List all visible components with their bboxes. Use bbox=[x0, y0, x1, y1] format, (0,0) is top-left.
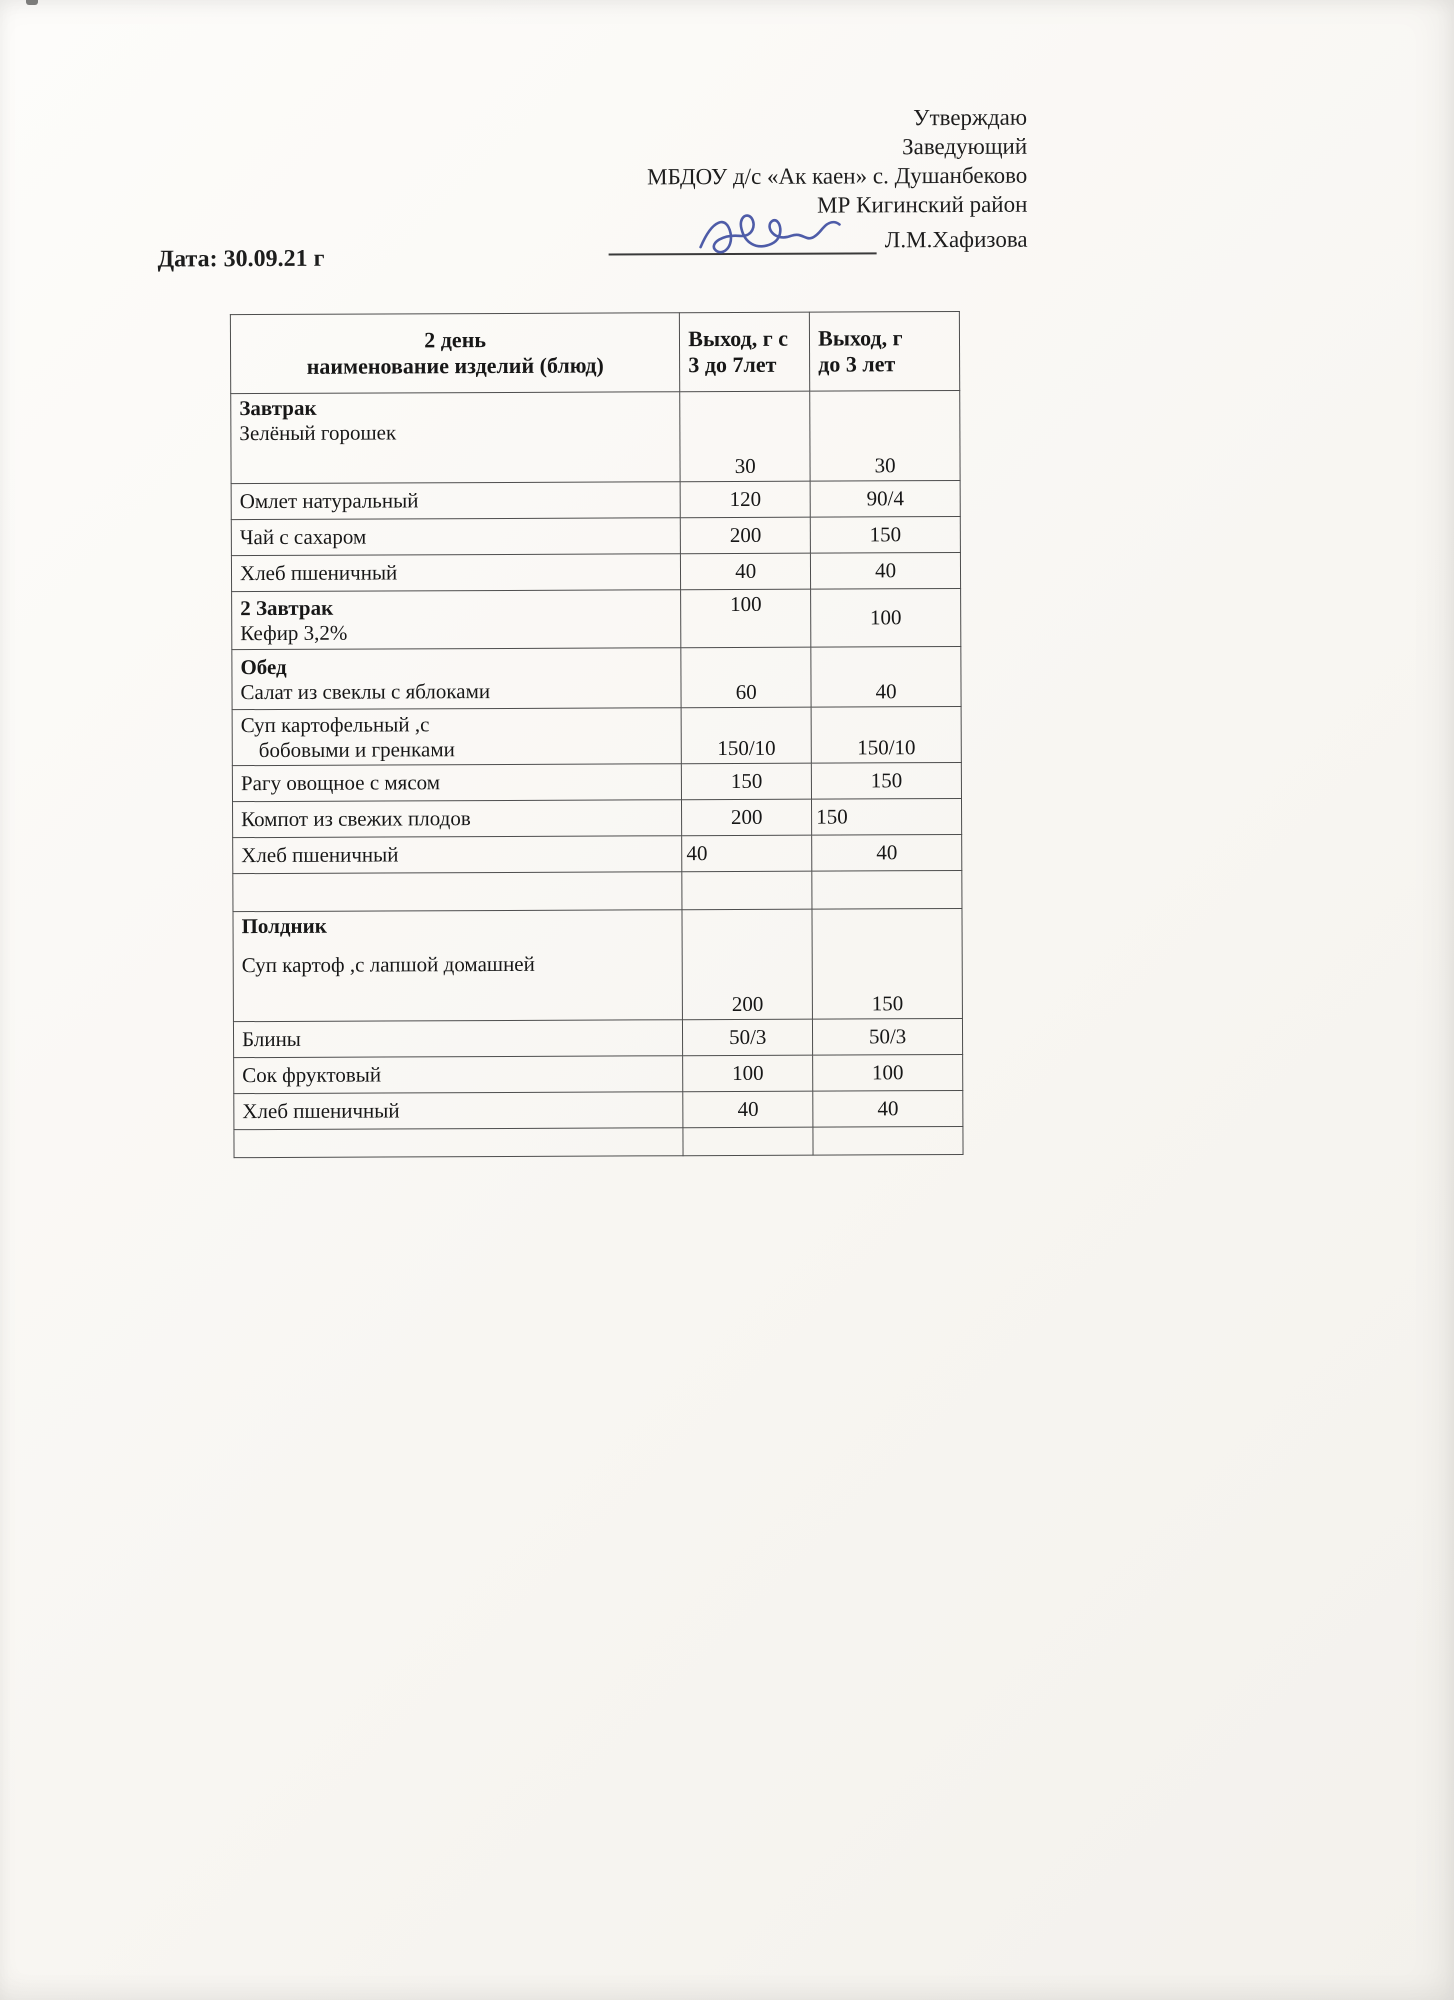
approval-line: Заведующий bbox=[902, 133, 1028, 160]
output-under-3: 40 bbox=[813, 1090, 963, 1127]
output-3-7: 60 bbox=[681, 647, 811, 708]
meal-section-label: Завтрак bbox=[239, 395, 317, 421]
output-under-3: 50/3 bbox=[813, 1018, 963, 1055]
table-row-empty bbox=[234, 1126, 963, 1157]
output-under-3: 150/10 bbox=[811, 706, 961, 763]
meal-section-label: Обед bbox=[240, 654, 287, 679]
table-row bbox=[231, 390, 960, 483]
header-dish-name: 2 день наименование изделий (блюд) bbox=[230, 313, 680, 394]
dish-name: Хлеб пшеничный bbox=[233, 836, 682, 874]
output-3-7: 100 bbox=[683, 1055, 813, 1092]
dish-name: Сок фруктовый bbox=[234, 1056, 683, 1094]
header-output-3-7: Выход, г с 3 до 7лет bbox=[680, 312, 810, 392]
table-row bbox=[232, 706, 961, 765]
table-row bbox=[233, 834, 962, 873]
date-label: Дата: 30.09.21 г bbox=[157, 245, 325, 273]
table-row bbox=[233, 1018, 962, 1057]
output-under-3: 30 bbox=[810, 390, 960, 481]
signature-icon bbox=[695, 206, 845, 259]
table-row bbox=[231, 516, 960, 555]
table-header-row bbox=[230, 311, 959, 393]
output-under-3: 90/4 bbox=[810, 480, 960, 517]
output-under-3: 100 bbox=[813, 1054, 963, 1091]
approval-line: МБДОУ д/с «Ак каен» с. Душанбеково bbox=[647, 162, 1028, 190]
output-under-3: 150 bbox=[812, 908, 962, 1019]
dish-name-continued: бобовыми и гренками bbox=[258, 736, 455, 762]
dish-name: Суп картофельный ,с bbox=[240, 711, 430, 737]
output-3-7: 200 bbox=[681, 517, 811, 554]
signature-row bbox=[609, 225, 1028, 256]
dish-name: Хлеб пшеничный bbox=[234, 1092, 683, 1130]
dish-name: Омлет натуральный bbox=[231, 482, 680, 520]
output-3-7: 100 bbox=[681, 589, 811, 648]
table-row bbox=[233, 798, 962, 837]
dish-name: Блины bbox=[233, 1020, 682, 1058]
output-3-7: 30 bbox=[680, 391, 810, 482]
dish-name: Хлеб пшеничный bbox=[231, 554, 680, 592]
output-3-7: 120 bbox=[680, 481, 810, 518]
output-3-7: 40 bbox=[683, 1091, 813, 1128]
output-under-3: 100 bbox=[811, 588, 961, 647]
table-row bbox=[234, 1090, 963, 1129]
output-3-7: 50/3 bbox=[683, 1019, 813, 1056]
output-under-3: 150 bbox=[811, 762, 961, 799]
dish-name: Суп картоф ,с лапшой домашней bbox=[241, 951, 535, 978]
table-row bbox=[232, 762, 961, 801]
dish-name: Зелёный горошек bbox=[239, 420, 397, 446]
output-3-7: 150/10 bbox=[681, 707, 811, 764]
output-under-3: 40 bbox=[811, 646, 961, 707]
output-3-7: 200 bbox=[682, 909, 812, 1020]
output-3-7: 200 bbox=[682, 799, 812, 836]
dish-name: Рагу овощное с мясом bbox=[232, 764, 681, 802]
signer-name: Л.М.Хафизова bbox=[884, 226, 1028, 253]
output-under-3: 40 bbox=[811, 552, 961, 589]
table-row bbox=[234, 1054, 963, 1093]
approval-line: Утверждаю bbox=[913, 104, 1028, 131]
table-row bbox=[232, 588, 961, 649]
header-output-under-3: Выход, г до 3 лет bbox=[810, 311, 960, 391]
table-row bbox=[231, 480, 960, 519]
table-row bbox=[231, 552, 960, 591]
table-row bbox=[232, 646, 961, 709]
table-row-empty bbox=[233, 870, 962, 911]
approval-block bbox=[608, 103, 1027, 256]
dish-name: Компот из свежих плодов bbox=[233, 800, 682, 838]
meal-section-label: Полдник bbox=[241, 913, 327, 939]
dish-name: Кефир 3,2% bbox=[240, 620, 348, 645]
output-3-7: 40 bbox=[682, 835, 812, 872]
table-row bbox=[233, 908, 962, 1021]
menu-table bbox=[230, 311, 964, 1158]
output-3-7: 150 bbox=[682, 763, 812, 800]
output-under-3: 40 bbox=[812, 834, 962, 871]
meal-section-label: 2 Завтрак bbox=[240, 595, 334, 620]
approval-line: МР Кигинский район bbox=[817, 191, 1028, 218]
output-under-3: 150 bbox=[810, 516, 960, 553]
dish-name: Салат из свеклы с яблоками bbox=[240, 678, 491, 704]
output-under-3: 150 bbox=[812, 798, 962, 835]
output-3-7: 40 bbox=[681, 553, 811, 590]
dish-name: Чай с сахаром bbox=[231, 518, 680, 556]
signature-line bbox=[609, 226, 877, 255]
